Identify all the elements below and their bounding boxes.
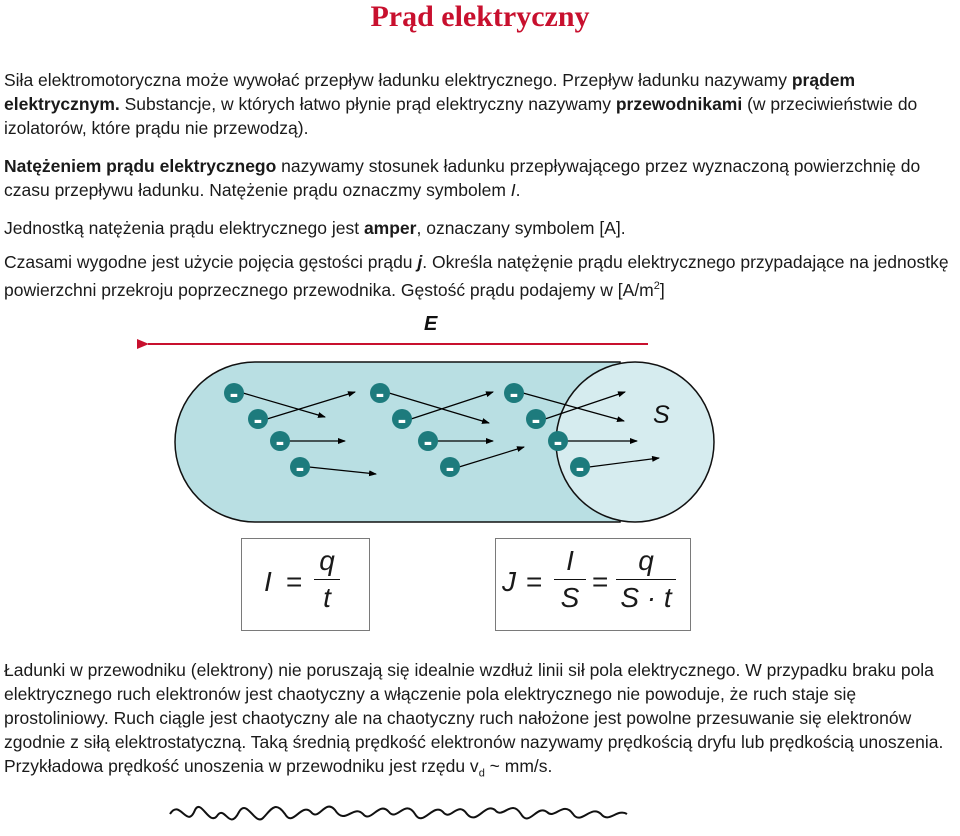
unit-paragraph — [4, 216, 956, 240]
svg-text:-: - — [295, 452, 305, 482]
numerator: I — [566, 545, 574, 576]
page-title: Prąd elektryczny — [370, 0, 590, 33]
field-label: E — [424, 313, 438, 335]
text-span: Czasami wygodne jest użycie pojęcia gęstości prądu — [4, 252, 418, 272]
svg-text:-: - — [375, 378, 385, 408]
text-span: Substancje, w których łatwo płynie prąd elektryczny nazywamy — [119, 94, 616, 114]
superscript-2: 2 — [653, 280, 660, 292]
formula-equals: = — [526, 566, 543, 597]
text-span: Siła elektromotoryczna może wywołać przepływ ładunku elektrycznego. Przepływ ładunku nazywamy — [4, 70, 792, 90]
svg-text:-: - — [397, 404, 407, 434]
fraction-bar — [314, 579, 340, 580]
svg-text:-: - — [445, 452, 455, 482]
current-definition-paragraph — [4, 154, 956, 202]
svg-text:-: - — [229, 378, 239, 408]
fraction-bar — [554, 579, 586, 580]
svg-text:-: - — [275, 426, 285, 456]
text-span: ] — [659, 279, 665, 300]
denominator: S · t — [620, 582, 672, 613]
fraction — [616, 545, 676, 614]
chaotic-motion-path — [165, 796, 635, 836]
fraction-bar — [616, 579, 676, 580]
drift-velocity-paragraph — [4, 658, 956, 786]
fraction — [554, 545, 586, 614]
current-density-paragraph — [4, 250, 956, 302]
formula-equals: = — [592, 566, 609, 597]
svg-text:-: - — [423, 426, 433, 456]
term-current-intensity: Natężeniem prądu elektrycznego — [4, 156, 277, 176]
svg-text:-: - — [553, 426, 563, 456]
text-span: (w przeciwieństwie do izolatorów, które prądu nie przewodzą). — [4, 94, 918, 138]
svg-text:-: - — [253, 404, 263, 434]
text-span: nazywamy stosunek ładunku przepływającego przez wyznaczoną powierzchnię do czasu przepływu ładunku. Natężenie prądu oznaczmy symbolem — [4, 156, 921, 200]
text-span: ~ mm/s. — [484, 756, 553, 776]
formula-lhs: J — [502, 566, 516, 597]
svg-text:-: - — [509, 378, 519, 408]
denominator: S — [560, 582, 580, 613]
term-conductors: przewodnikami — [615, 94, 743, 114]
cross-section-s — [553, 362, 714, 522]
text-span: . — [515, 180, 521, 200]
current-density-formula — [495, 538, 691, 631]
fraction — [314, 545, 340, 614]
svg-text:-: - — [531, 404, 541, 434]
conductor-diagram — [0, 308, 960, 528]
term-ampere: amper — [363, 218, 417, 238]
numerator: q — [319, 545, 335, 576]
symbol-j: j — [417, 252, 423, 272]
formula-equals: = — [286, 566, 303, 597]
intro-paragraph — [4, 68, 956, 140]
cross-section-label: S — [653, 401, 670, 429]
symbol-i: I — [510, 180, 516, 200]
formula-lhs: I — [264, 566, 272, 597]
svg-text:-: - — [575, 452, 585, 482]
subscript-d: d — [478, 767, 485, 780]
text-span: , oznaczany symbolem [A]. — [416, 218, 626, 238]
text-span: Jednostką natężenia prądu elektrycznego jest — [4, 218, 364, 238]
current-formula — [241, 538, 370, 631]
text-span: Ładunki w przewodniku (elektrony) nie poruszają się idealnie wzdłuż linii sił pola elektrycznego. W przypadku braku pola elektrycznego ruch elektronów jest chaotyczny a włączenie pola elektrycznego nie powoduje, że ruch staje się prostoliniowy. Ruch ciągle jest chaotyczny ale na chaotyczny ruch nałożone jest powolne przesuwanie się elektronów zgodnie z siłą elektrostatyczną. Taką średnią prędkość elektronów nazywamy prędkością dryfu lub prędkością unoszenia. Przykładowa prędkość unoszenia w przewodniku jest rzędu v — [4, 660, 944, 776]
term-current: prądem elektrycznym. — [4, 70, 856, 114]
text-span: . Określa natężęnie prądu elektrycznego przypadające na jednostkę powierzchni przekroju poprzecznego przewodnika. Gęstość prądu podajemy w [A/m — [4, 252, 949, 300]
denominator: t — [323, 582, 331, 613]
numerator: q — [638, 545, 654, 576]
